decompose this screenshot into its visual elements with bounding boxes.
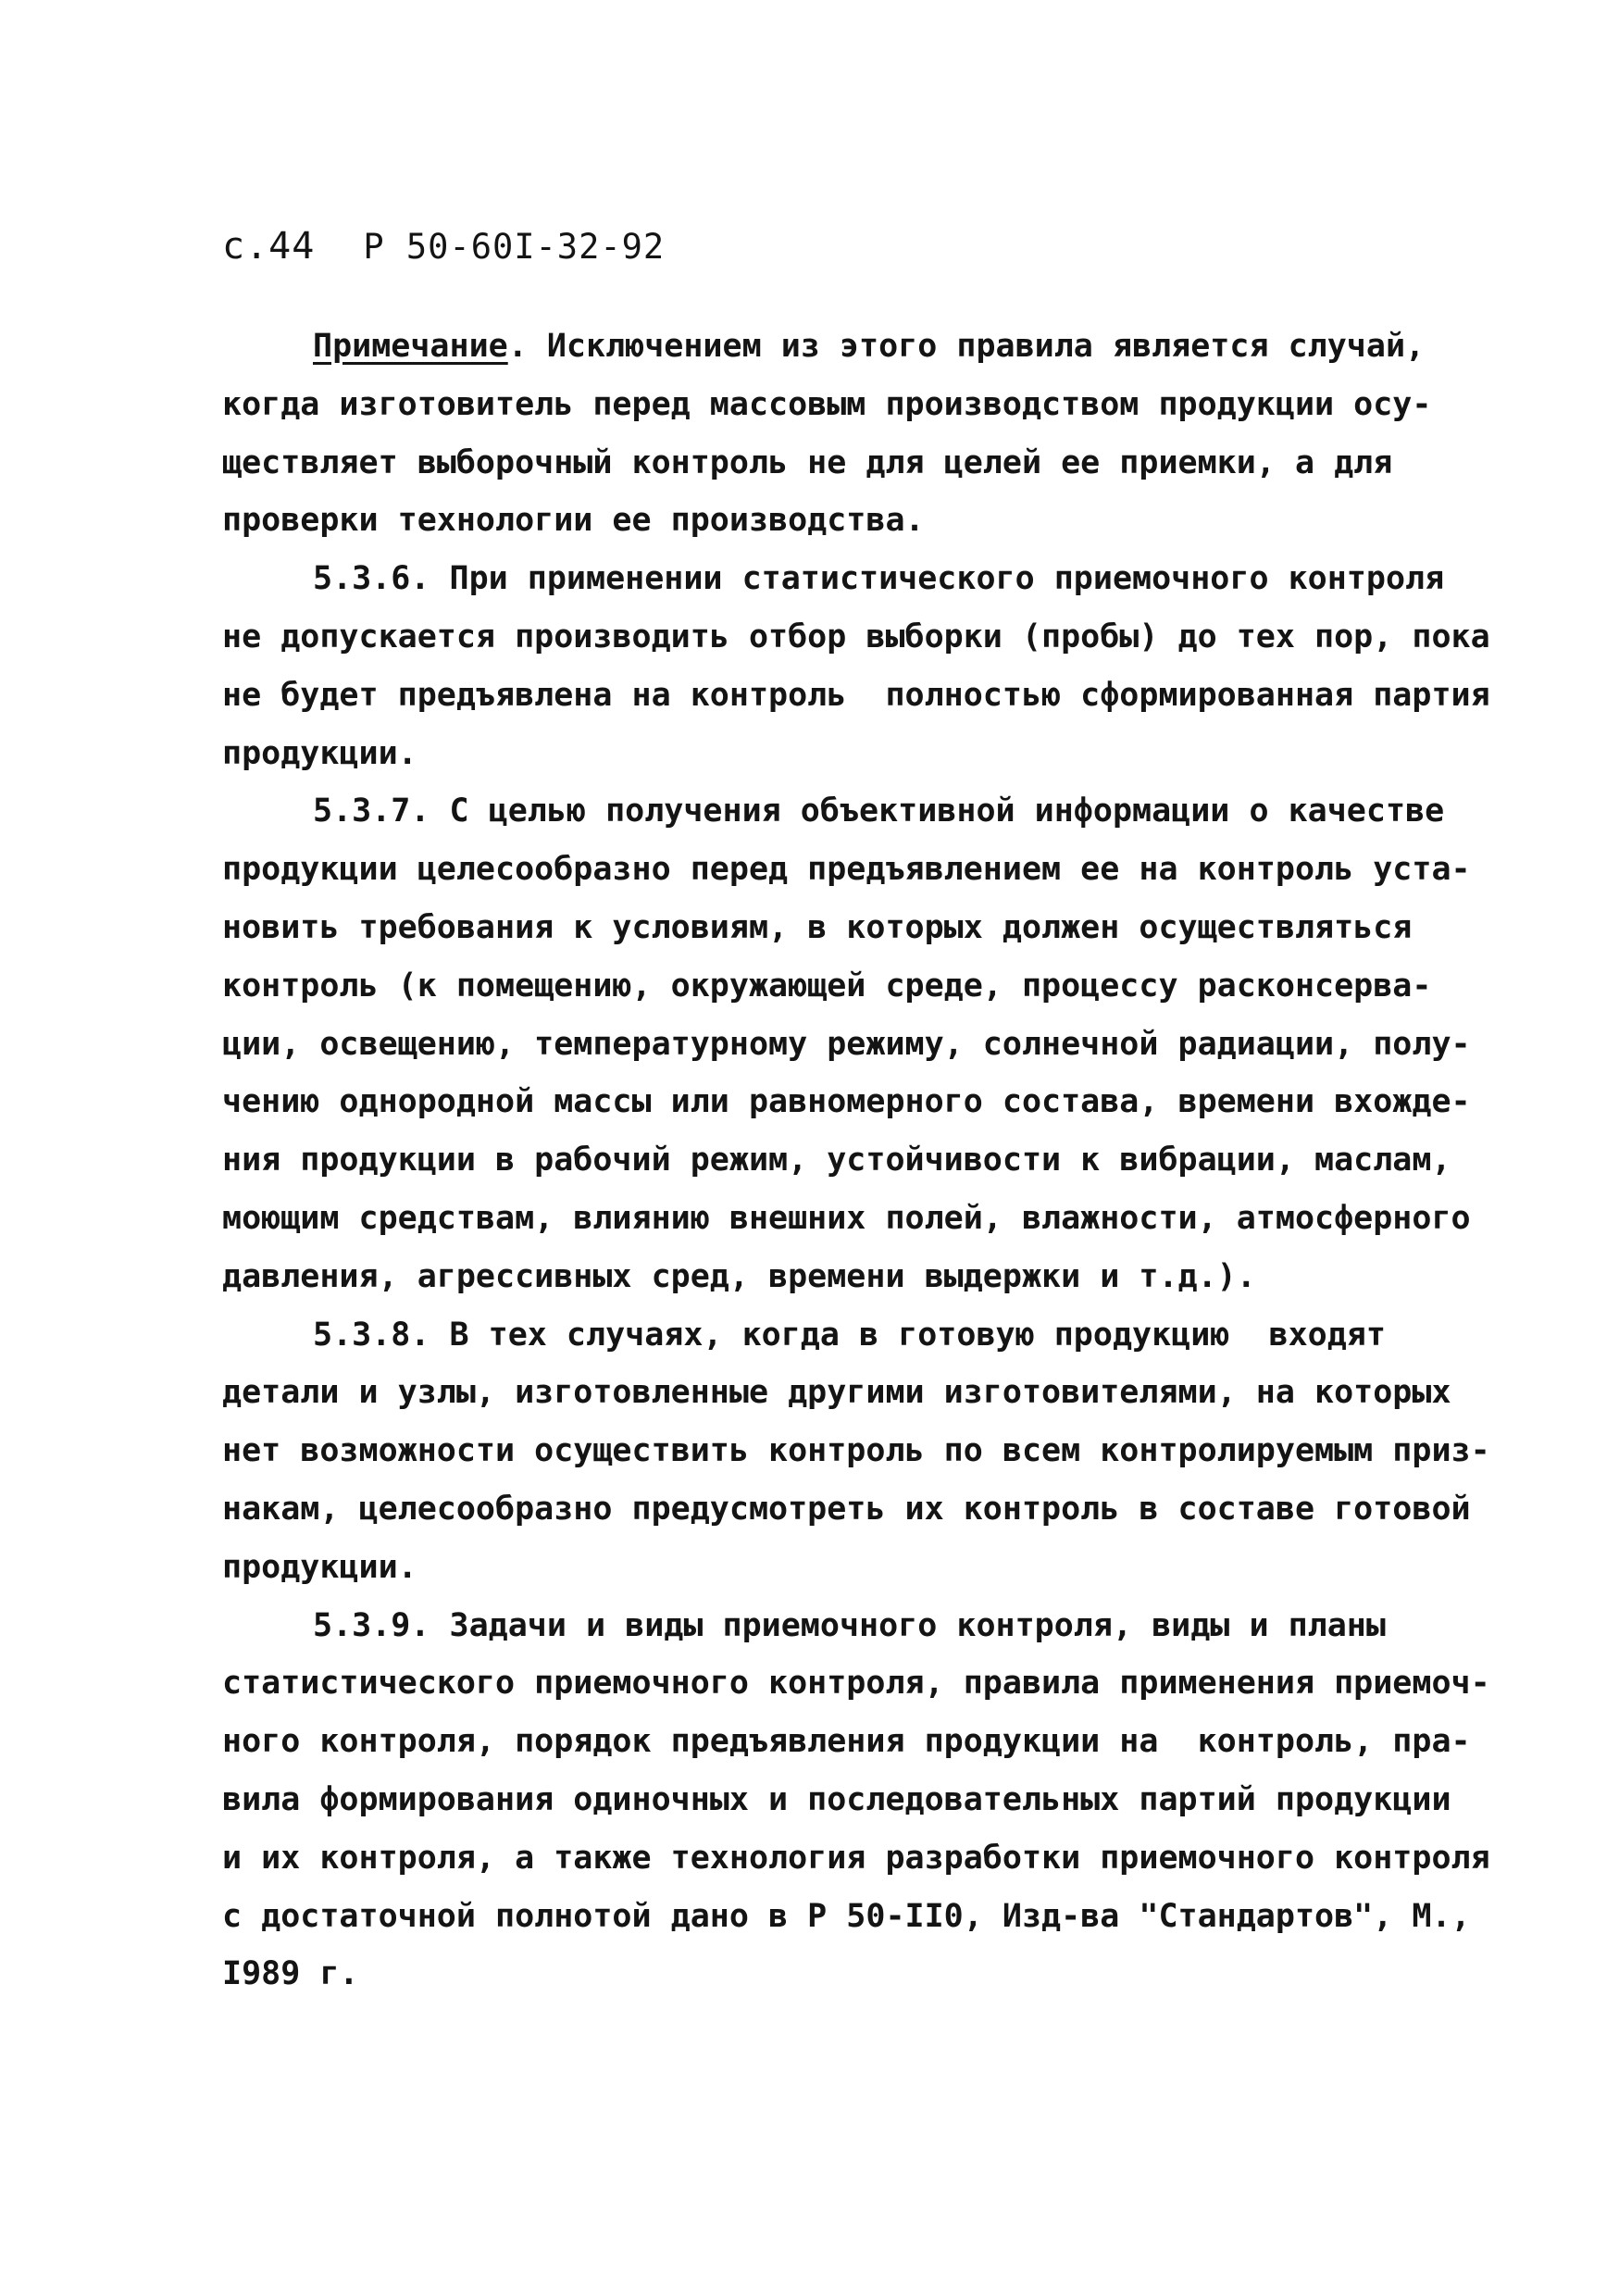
text-line: 5.3.6. При применении статистического приемочного контроля bbox=[313, 560, 1445, 598]
text-line: нет возможности осуществить контроль по всем контролируемым приз- bbox=[222, 1432, 1490, 1470]
text-line: чению однородной массы или равномерного состава, времени вхожде- bbox=[222, 1083, 1471, 1121]
text-line: ции, освещению, температурному режиму, солнечной радиации, полу- bbox=[222, 1025, 1471, 1063]
text-line: 5.3.8. В тех случаях, когда в готовую продукцию входят bbox=[313, 1316, 1386, 1354]
page-header bbox=[222, 218, 665, 275]
text-line: давления, агрессивных сред, времени выдержки и т.д.). bbox=[222, 1257, 1256, 1295]
text-line: продукции. bbox=[222, 734, 417, 772]
note-first-line-text: . Исключением из этого правила является случай, bbox=[507, 328, 1426, 365]
text-line: вила формирования одиночных и последовательных партий продукции bbox=[222, 1780, 1451, 1818]
paragraph-5-3-8 bbox=[222, 1306, 1490, 1597]
text-line: с достаточной полнотой дано в Р 50-II0, Изд-ва "Стандартов", М., bbox=[222, 1897, 1471, 1935]
text-line: ществляет выборочный контроль не для целей ее приемки, а для bbox=[222, 443, 1393, 481]
text-line: детали и узлы, изготовленные другими изготовителями, на которых bbox=[222, 1374, 1451, 1412]
text-line: 5.3.9. Задачи и виды приемочного контроля, виды и планы bbox=[313, 1606, 1386, 1644]
document-code: Р 50-60I-32-92 bbox=[363, 227, 666, 267]
text-line: накам, целесообразно предусмотреть их контроль в составе готовой bbox=[222, 1490, 1471, 1528]
paragraph-5-3-6 bbox=[222, 550, 1490, 782]
page-number: с.44 bbox=[222, 225, 316, 268]
text-line: продукции. bbox=[222, 1548, 417, 1586]
text-line: 5.3.7. С целью получения объективной информации о качестве bbox=[313, 792, 1445, 830]
note-label: Примечание bbox=[313, 328, 508, 365]
text-line: ния продукции в рабочий режим, устойчивости к вибрации, маслам, bbox=[222, 1142, 1451, 1179]
text-line: ного контроля, порядок предъявления продукции на контроль, пра- bbox=[222, 1723, 1471, 1761]
text-line: не допускается производить отбор выборки (пробы) до тех пор, пока bbox=[222, 618, 1490, 655]
text-line: когда изготовитель перед массовым производством продукции осу- bbox=[222, 385, 1432, 423]
note-first-line bbox=[222, 318, 1426, 376]
text-line: проверки технологии ее производства. bbox=[222, 502, 925, 540]
text-line: моющим средствам, влиянию внешних полей, влажности, атмосферного bbox=[222, 1199, 1471, 1237]
text-line: и их контроля, а также технология разработки приемочного контроля bbox=[222, 1839, 1490, 1877]
paragraph-5-3-7 bbox=[222, 782, 1471, 1305]
text-line: контроль (к помещению, окружающей среде, процессу расконсерва- bbox=[222, 967, 1432, 1004]
note-paragraph bbox=[222, 318, 1432, 550]
text-line: не будет предъявлена на контроль полностью сформированная партия bbox=[222, 676, 1490, 714]
text-line: продукции целесообразно перед предъявлением ее на контроль уста- bbox=[222, 851, 1471, 889]
text-line: новить требования к условиям, в которых должен осуществляться bbox=[222, 908, 1413, 946]
document-body bbox=[222, 318, 1490, 2003]
text-line: I989 г. bbox=[222, 1955, 359, 1993]
text-line: статистического приемочного контроля, правила применения приемоч- bbox=[222, 1665, 1490, 1703]
paragraph-5-3-9 bbox=[222, 1597, 1490, 2004]
